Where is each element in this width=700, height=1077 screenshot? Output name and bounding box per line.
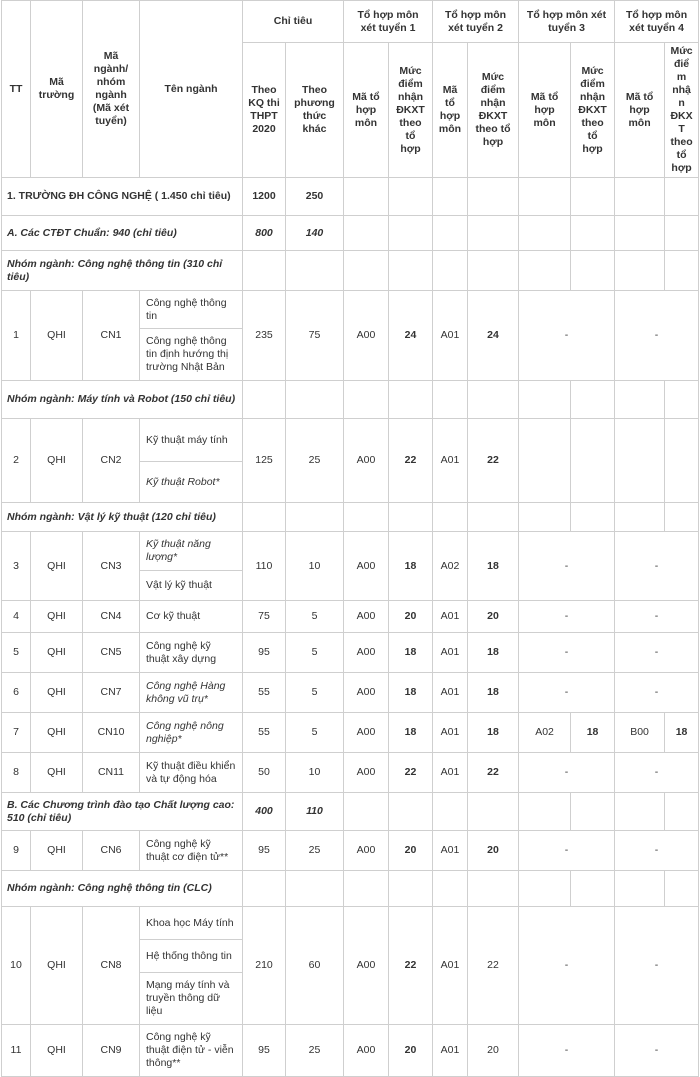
- row-combo-1: A00: [344, 291, 389, 381]
- row-kq: 235: [243, 291, 286, 381]
- row-truong: QHI: [31, 673, 83, 713]
- col-muc-diem-2: Mức điểm nhận ĐKXT theo tổ hợp: [468, 43, 519, 178]
- row-combo-4: -: [615, 753, 699, 793]
- col-to-hop-1: Tổ hợp môn xét tuyển 1: [344, 1, 433, 43]
- group-row: [2, 251, 699, 291]
- admission-table: [1, 0, 699, 1077]
- section-pt: 140: [286, 216, 344, 251]
- row-tt: 1: [2, 291, 31, 381]
- row-major: Công nghệ Hàng không vũ trụ*: [140, 673, 243, 713]
- row-major: Khoa học Máy tính: [140, 907, 243, 940]
- row-kq: 55: [243, 673, 286, 713]
- row-score-2: 18: [468, 633, 519, 673]
- row-ma: CN7: [83, 673, 140, 713]
- row-combo-1: A00: [344, 907, 389, 1025]
- group-title: Nhóm ngành: Vật lý kỹ thuật (120 chỉ tiêu): [2, 503, 243, 532]
- row-truong: QHI: [31, 601, 83, 633]
- row-combo-1: A00: [344, 633, 389, 673]
- row-truong: QHI: [31, 713, 83, 753]
- row-ma: CN3: [83, 532, 140, 601]
- row-ma: CN5: [83, 633, 140, 673]
- row-pt: 5: [286, 601, 344, 633]
- section-pt: 250: [286, 178, 344, 216]
- row-score-1: 24: [389, 291, 433, 381]
- row-combo-2: A01: [433, 1025, 468, 1077]
- row-score-2: 18: [468, 673, 519, 713]
- row-major: Kỹ thuật Robot*: [140, 462, 243, 503]
- col-to-hop-3: Tổ hợp môn xét tuyển 3: [519, 1, 615, 43]
- row-pt: 10: [286, 753, 344, 793]
- table-row: [2, 291, 699, 329]
- row-tt: 5: [2, 633, 31, 673]
- row-tt: 9: [2, 831, 31, 871]
- table-row: [2, 831, 699, 871]
- col-ma-to-hop-3: Mã tổ hợp môn: [519, 43, 571, 178]
- row-kq: 125: [243, 419, 286, 503]
- table-row: [2, 419, 699, 462]
- row-pt: 5: [286, 633, 344, 673]
- row-combo-4: -: [615, 831, 699, 871]
- row-truong: QHI: [31, 291, 83, 381]
- row-combo-4: B00: [615, 713, 665, 753]
- row-score-1: 18: [389, 633, 433, 673]
- section-row: [2, 793, 699, 831]
- row-score-2: 18: [468, 532, 519, 601]
- row-combo-4: -: [615, 601, 699, 633]
- col-tt: TT: [2, 1, 31, 178]
- row-combo-3: -: [519, 907, 615, 1025]
- header-row-1: [2, 1, 699, 43]
- row-kq: 95: [243, 1025, 286, 1077]
- row-tt: 10: [2, 907, 31, 1025]
- row-tt: 7: [2, 713, 31, 753]
- row-kq: 75: [243, 601, 286, 633]
- row-combo-2: A01: [433, 601, 468, 633]
- row-score-2: 22: [468, 419, 519, 503]
- row-score-1: 18: [389, 532, 433, 601]
- row-combo-3: -: [519, 1025, 615, 1077]
- table-row: [2, 601, 699, 633]
- row-combo-1: A00: [344, 673, 389, 713]
- row-tt: 11: [2, 1025, 31, 1077]
- row-tt: 2: [2, 419, 31, 503]
- row-truong: QHI: [31, 633, 83, 673]
- row-major: Công nghệ nông nghiệp*: [140, 713, 243, 753]
- section-kq: 400: [243, 793, 286, 831]
- row-major: Kỹ thuật điều khiển và tự động hóa: [140, 753, 243, 793]
- col-ma-truong: Mã trường: [31, 1, 83, 178]
- row-major: Công nghệ kỹ thuật xây dựng: [140, 633, 243, 673]
- row-truong: QHI: [31, 419, 83, 503]
- section-row: [2, 216, 699, 251]
- row-major: Công nghệ thông tin định hướng thị trường Nhật Bản: [140, 329, 243, 381]
- row-ma: CN8: [83, 907, 140, 1025]
- section-pt: 110: [286, 793, 344, 831]
- section-kq: 1200: [243, 178, 286, 216]
- group-row: [2, 503, 699, 532]
- row-tt: 8: [2, 753, 31, 793]
- row-kq: 50: [243, 753, 286, 793]
- row-score-2: 20: [468, 831, 519, 871]
- row-combo-2: A01: [433, 419, 468, 503]
- row-score-1: 20: [389, 831, 433, 871]
- table-row: [2, 907, 699, 940]
- row-score-1: 18: [389, 673, 433, 713]
- row-combo-4: -: [615, 673, 699, 713]
- row-ma: CN2: [83, 419, 140, 503]
- group-title: Nhóm ngành: Công nghệ thông tin (CLC): [2, 871, 243, 907]
- row-pt: 75: [286, 291, 344, 381]
- table-row: [2, 753, 699, 793]
- col-chi-tieu: Chỉ tiêu: [243, 1, 344, 43]
- col-ma-to-hop-2: Mã tổ hợp môn: [433, 43, 468, 178]
- row-combo-3: -: [519, 532, 615, 601]
- table-row: [2, 633, 699, 673]
- row-pt: 5: [286, 713, 344, 753]
- col-ma-nganh: Mã ngành/ nhóm ngành (Mã xét tuyển): [83, 1, 140, 178]
- section-title: 1. TRƯỜNG ĐH CÔNG NGHỆ ( 1.450 chỉ tiêu): [2, 178, 243, 216]
- row-ma: CN9: [83, 1025, 140, 1077]
- col-to-hop-4: Tổ hợp môn xét tuyển 4: [615, 1, 699, 43]
- row-pt: 60: [286, 907, 344, 1025]
- row-score-1: 22: [389, 907, 433, 1025]
- row-score-2: 20: [468, 1025, 519, 1077]
- row-major: Kỹ thuật máy tính: [140, 419, 243, 462]
- col-theo-kq: Theo KQ thi THPT 2020: [243, 43, 286, 178]
- row-kq: 55: [243, 713, 286, 753]
- col-ten-nganh: Tên ngành: [140, 1, 243, 178]
- row-score-1: 20: [389, 601, 433, 633]
- row-combo-1: A00: [344, 601, 389, 633]
- row-score-2: 18: [468, 713, 519, 753]
- row-tt: 3: [2, 532, 31, 601]
- row-combo-2: A01: [433, 291, 468, 381]
- row-ma: CN1: [83, 291, 140, 381]
- row-combo-4: -: [615, 291, 699, 381]
- row-major: Kỹ thuật năng lượng*: [140, 532, 243, 571]
- row-combo-1: A00: [344, 532, 389, 601]
- row-combo-1: A00: [344, 753, 389, 793]
- row-score-1: 22: [389, 419, 433, 503]
- row-combo-2: A01: [433, 753, 468, 793]
- row-major: Hệ thống thông tin: [140, 940, 243, 973]
- row-major: Công nghệ thông tin: [140, 291, 243, 329]
- row-combo-1: A00: [344, 713, 389, 753]
- row-combo-2: A01: [433, 907, 468, 1025]
- section-kq: 800: [243, 216, 286, 251]
- row-combo-2: A01: [433, 713, 468, 753]
- row-truong: QHI: [31, 831, 83, 871]
- row-combo-4: -: [615, 907, 699, 1025]
- row-pt: 10: [286, 532, 344, 601]
- row-kq: 95: [243, 831, 286, 871]
- row-truong: QHI: [31, 532, 83, 601]
- table-row: [2, 1025, 699, 1077]
- row-kq: 110: [243, 532, 286, 601]
- row-score-1: 22: [389, 753, 433, 793]
- row-major: Công nghệ kỹ thuật cơ điện tử**: [140, 831, 243, 871]
- row-kq: 210: [243, 907, 286, 1025]
- row-combo-3: -: [519, 601, 615, 633]
- row-score-2: 20: [468, 601, 519, 633]
- col-muc-diem-1: Mức điểm nhận ĐKXT theo tổ hợp: [389, 43, 433, 178]
- row-kq: 95: [243, 633, 286, 673]
- row-score-2: 22: [468, 753, 519, 793]
- row-combo-3: A02: [519, 713, 571, 753]
- row-tt: 6: [2, 673, 31, 713]
- admission-table-container: [1, 0, 698, 1077]
- row-major: Mạng máy tính và truyền thông dữ liệu: [140, 973, 243, 1025]
- row-combo-1: A00: [344, 831, 389, 871]
- row-truong: QHI: [31, 907, 83, 1025]
- table-row: [2, 713, 699, 753]
- row-combo-3: -: [519, 831, 615, 871]
- row-ma: CN4: [83, 601, 140, 633]
- section-row: [2, 178, 699, 216]
- row-ma: CN6: [83, 831, 140, 871]
- row-combo-2: A01: [433, 831, 468, 871]
- group-row: [2, 381, 699, 419]
- table-row: [2, 532, 699, 571]
- row-major: Vật lý kỹ thuật: [140, 571, 243, 601]
- section-title: B. Các Chương trình đào tạo Chất lượng cao: 510 (chỉ tiêu): [2, 793, 243, 831]
- row-truong: QHI: [31, 753, 83, 793]
- row-combo-3: -: [519, 753, 615, 793]
- row-score-2: 22: [468, 907, 519, 1025]
- row-combo-4: -: [615, 1025, 699, 1077]
- row-pt: 25: [286, 419, 344, 503]
- row-combo-3: -: [519, 633, 615, 673]
- row-combo-2: A01: [433, 633, 468, 673]
- col-muc-diem-3: Mức điểm nhận ĐKXT theo tổ hợp: [571, 43, 615, 178]
- col-to-hop-2: Tổ hợp môn xét tuyển 2: [433, 1, 519, 43]
- table-row: [2, 673, 699, 713]
- row-score-3: 18: [571, 713, 615, 753]
- group-title: Nhóm ngành: Công nghệ thông tin (310 chỉ tiêu): [2, 251, 243, 291]
- row-score-2: 24: [468, 291, 519, 381]
- row-score-4: 18: [665, 713, 699, 753]
- group-title: Nhóm ngành: Máy tính và Robot (150 chỉ tiêu): [2, 381, 243, 419]
- col-theo-pt: Theo phương thức khác: [286, 43, 344, 178]
- row-combo-3: -: [519, 291, 615, 381]
- row-pt: 25: [286, 1025, 344, 1077]
- row-ma: CN10: [83, 713, 140, 753]
- row-combo-1: A00: [344, 419, 389, 503]
- row-major: Cơ kỹ thuật: [140, 601, 243, 633]
- row-score-1: 20: [389, 1025, 433, 1077]
- col-ma-to-hop-4: Mã tổ hợp môn: [615, 43, 665, 178]
- row-pt: 25: [286, 831, 344, 871]
- group-row: [2, 871, 699, 907]
- row-combo-4: -: [615, 633, 699, 673]
- row-combo-4: -: [615, 532, 699, 601]
- row-combo-2: A01: [433, 673, 468, 713]
- row-combo-2: A02: [433, 532, 468, 601]
- row-ma: CN11: [83, 753, 140, 793]
- row-truong: QHI: [31, 1025, 83, 1077]
- row-combo-1: A00: [344, 1025, 389, 1077]
- row-major: Công nghệ kỹ thuật điện tử - viễn thông**: [140, 1025, 243, 1077]
- col-ma-to-hop-1: Mã tổ hợp môn: [344, 43, 389, 178]
- row-combo-3: -: [519, 673, 615, 713]
- section-title: A. Các CTĐT Chuẩn: 940 (chỉ tiêu): [2, 216, 243, 251]
- col-muc-diem-4: Mức điểm nhận ĐKXT theo tổ hợp: [665, 43, 699, 178]
- row-tt: 4: [2, 601, 31, 633]
- row-score-1: 18: [389, 713, 433, 753]
- row-pt: 5: [286, 673, 344, 713]
